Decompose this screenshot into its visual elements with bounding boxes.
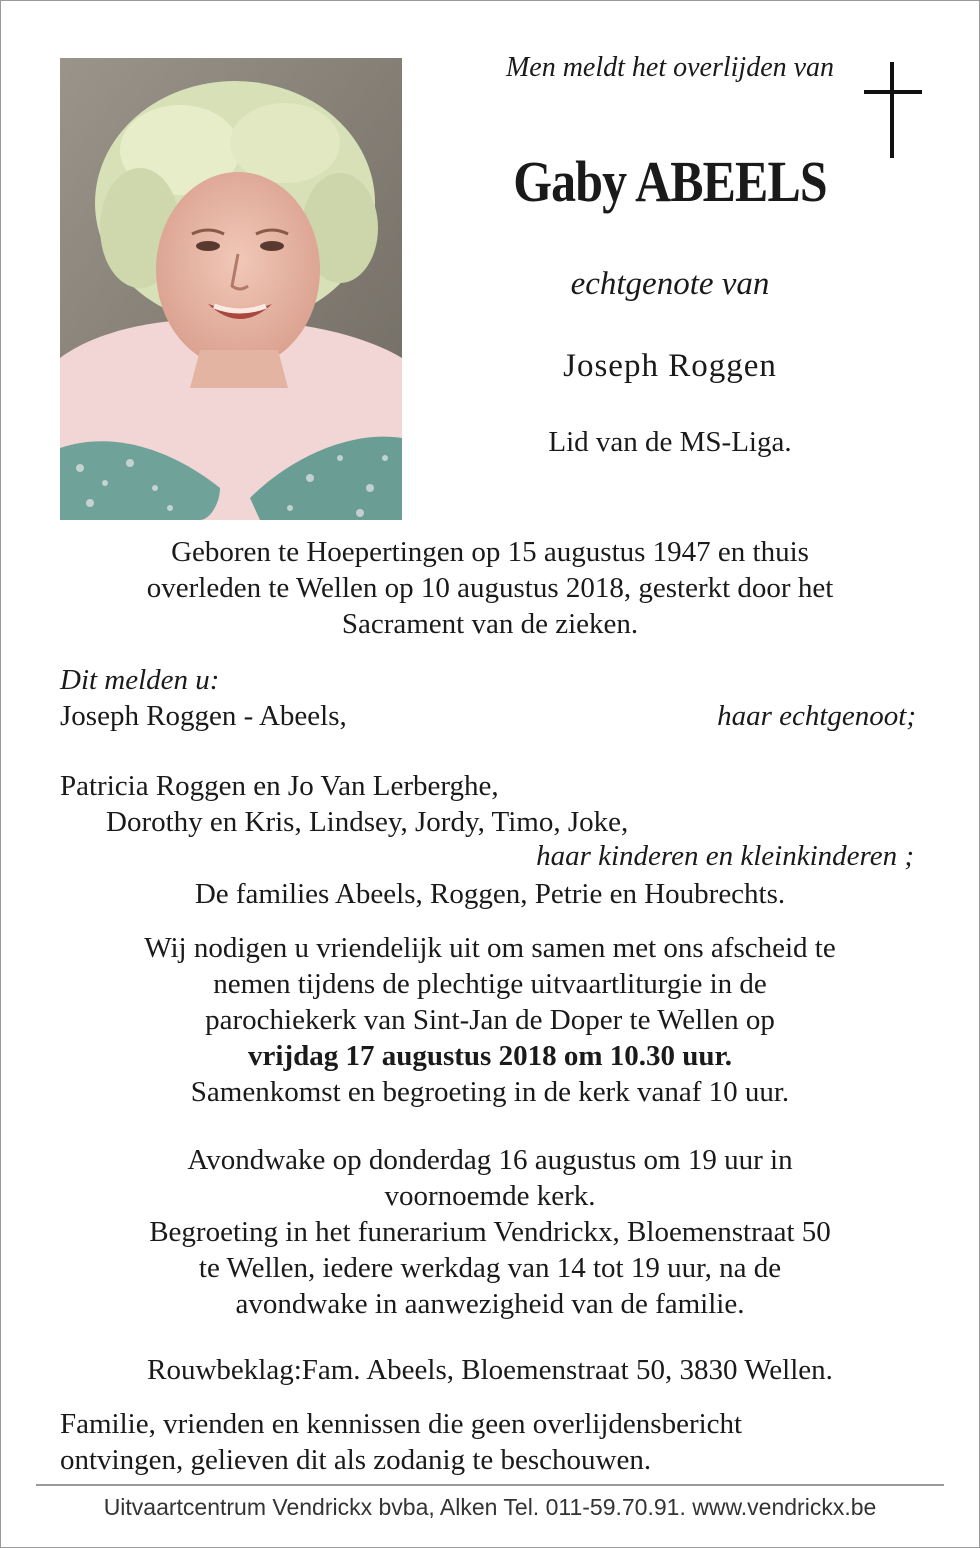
text-line: te Wellen, iedere werkdag van 14 tot 19 uur, na de (198, 1252, 782, 1284)
text-line: ontvingen, gelieven dit als zodanig te beschouwen. (60, 1444, 652, 1476)
birth-death-paragraph (40, 534, 940, 642)
vigil-paragraph (40, 1142, 940, 1322)
families-line (40, 876, 940, 912)
funeral-date-time: vrijdag 17 augustus 2018 om 10.30 uur. (248, 1040, 732, 1072)
text-line: Wij nodigen u vriendelijk uit om samen met ons afscheid te (144, 932, 836, 964)
grandchildren-line: Dorothy en Kris, Lindsey, Jordy, Timo, Joke, (106, 806, 629, 838)
footer-divider (36, 1484, 944, 1486)
text-line: Avondwake op donderdag 16 augustus om 19 uur in (187, 1144, 793, 1176)
text-line: parochiekerk van Sint-Jan de Doper te Wellen op (205, 1004, 775, 1036)
membership-text: Lid van de MS-Liga. (548, 426, 792, 458)
deceased-name: Gaby ABEELS (513, 149, 827, 214)
closing-paragraph (60, 1406, 742, 1478)
text-line: avondwake in aanwezigheid van de familie. (235, 1288, 745, 1320)
text-line: Samenkomst en begroeting in de kerk vanaf 10 uur. (190, 1076, 790, 1108)
text-line: Begroeting in het funerarium Vendrickx, Bloemenstraat 50 (149, 1216, 831, 1248)
children-line: Patricia Roggen en Jo Van Lerberghe, (60, 770, 499, 802)
footer-text: Uitvaartcentrum Vendrickx bvba, Alken Tel. 011-59.70.91. www.vendrickx.be (103, 1494, 877, 1520)
spouse-line: Joseph Roggen - Abeels, (60, 700, 347, 732)
text-line: nemen tijdens de plechtige uitvaartliturgie in de (213, 968, 767, 1000)
text-line: De families Abeels, Roggen, Petrie en Houbrechts. (194, 878, 786, 910)
text-line: Rouwbeklag:Fam. Abeels, Bloemenstraat 50, 3830 Wellen. (147, 1354, 833, 1386)
text-line: Geboren te Hoepertingen op 15 augustus 1947 en thuis (171, 536, 809, 568)
text-line: voornoemde kerk. (384, 1180, 596, 1212)
portrait-photo (60, 58, 402, 520)
spouse-role: haar echtgenoot; (717, 700, 916, 732)
spouse-name: Joseph Roggen (563, 348, 777, 384)
spouse-label: echtgenote van (570, 266, 770, 302)
condolences-line (40, 1352, 940, 1388)
text-line: Familie, vrienden en kennissen die geen overlijdensbericht (60, 1408, 743, 1440)
funeral-paragraph (40, 930, 940, 1110)
children-role: haar kinderen en kleinkinderen ; (536, 840, 914, 872)
text-line: overleden te Wellen op 10 augustus 2018, gesterkt door het (146, 572, 834, 604)
intro-text: Men meldt het overlijden van (505, 52, 835, 83)
family-intro: Dit melden u: (60, 664, 220, 696)
text-line: Sacrament van de zieken. (341, 608, 639, 640)
